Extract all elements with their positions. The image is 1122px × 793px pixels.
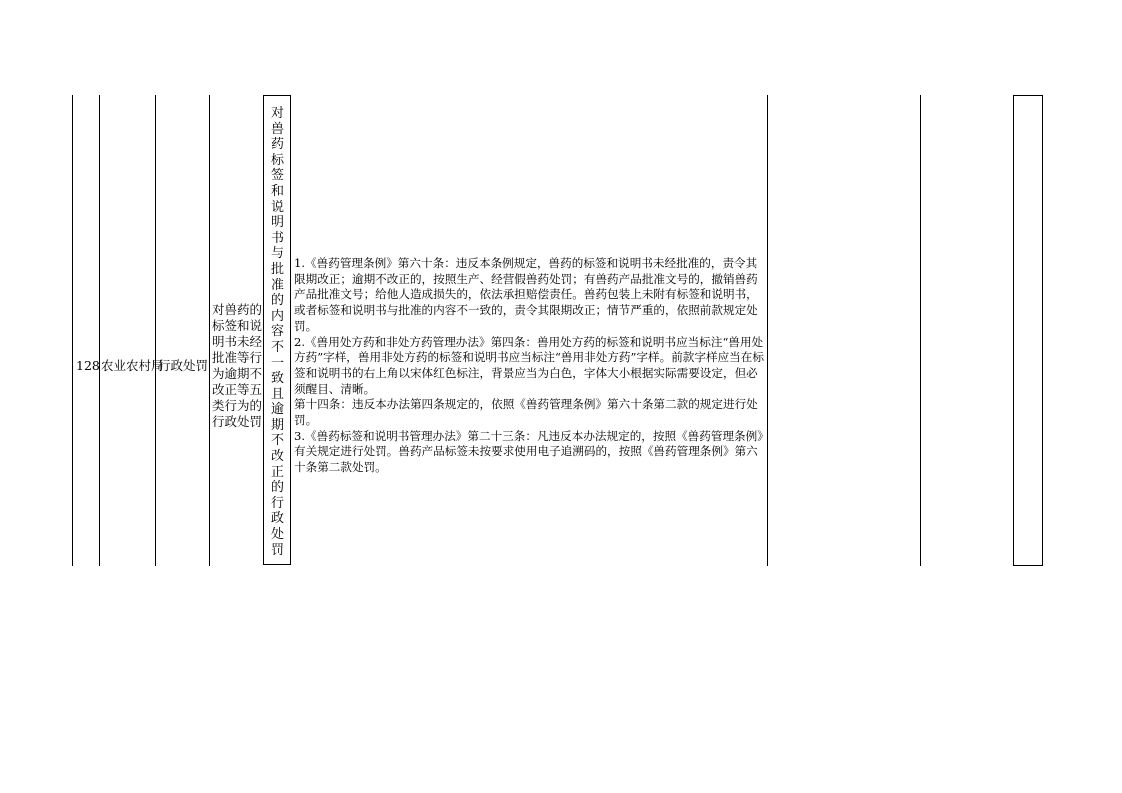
grid-line — [99, 95, 100, 566]
row-number: 128 — [76, 358, 100, 373]
basis-paragraph: 第十四条：违反本办法第四条规定的，依照《兽药管理条例》第六十条第二款的规定进行处罚。 — [294, 397, 758, 428]
category-cell: 行政处罚 — [158, 358, 209, 373]
remarks-cell — [1013, 95, 1043, 566]
basis-paragraph: 2.《兽用处方药和非处方药管理办法》第四条：兽用处方药的标签和说明书应当标注“兽用处方药”字样，兽用非处方药的标签和说明书应当标注“兽用非处方药”字样。前款字样应当在标签和说明书的右上角以宋体红色标注，背景应当为白色，字体大小根据实际需要设定，但必须醒目、清晰。 — [294, 334, 764, 396]
basis-paragraph: 3.《兽药标签和说明书管理办法》第二十三条：凡违反本办法规定的，按照《兽药管理条例》有关规定进行处罚。兽药产品标签未按要求使用电子追溯码的，按照《兽药管理条例》第六十条第二款处罚。 — [294, 428, 764, 475]
item-name-text: 对兽药标签和说明书与批准的内容不一致且逾期不改正的行政处罚 — [271, 106, 285, 558]
grid-line — [767, 95, 768, 566]
legal-basis-cell — [294, 256, 766, 476]
grid-line — [155, 95, 156, 566]
grid-line — [72, 95, 73, 566]
subject-cell: 对兽药的标签和说明书未经批准等行为逾期不改正等五类行为的行政处罚 — [212, 302, 263, 429]
grid-line — [920, 95, 921, 566]
basis-paragraph: 1.《兽药管理条例》第六十条：违反本条例规定，兽药的标签和说明书未经批准的，责令其限期改正；逾期不改正的，按照生产、经营假兽药处罚；有兽药产品批准文号的，撤销兽药产品批准文号；给他人造成损失的，依法承担赔偿责任。兽药包装上未附有标签和说明书，或者标签和说明书与批准的内容不一致的，责令其限期改正；情节严重的，依照前款规定处罚。 — [294, 256, 758, 333]
department-cell: 农业农村局 — [101, 358, 164, 373]
grid-line — [209, 95, 210, 566]
item-name-cell — [263, 95, 291, 565]
